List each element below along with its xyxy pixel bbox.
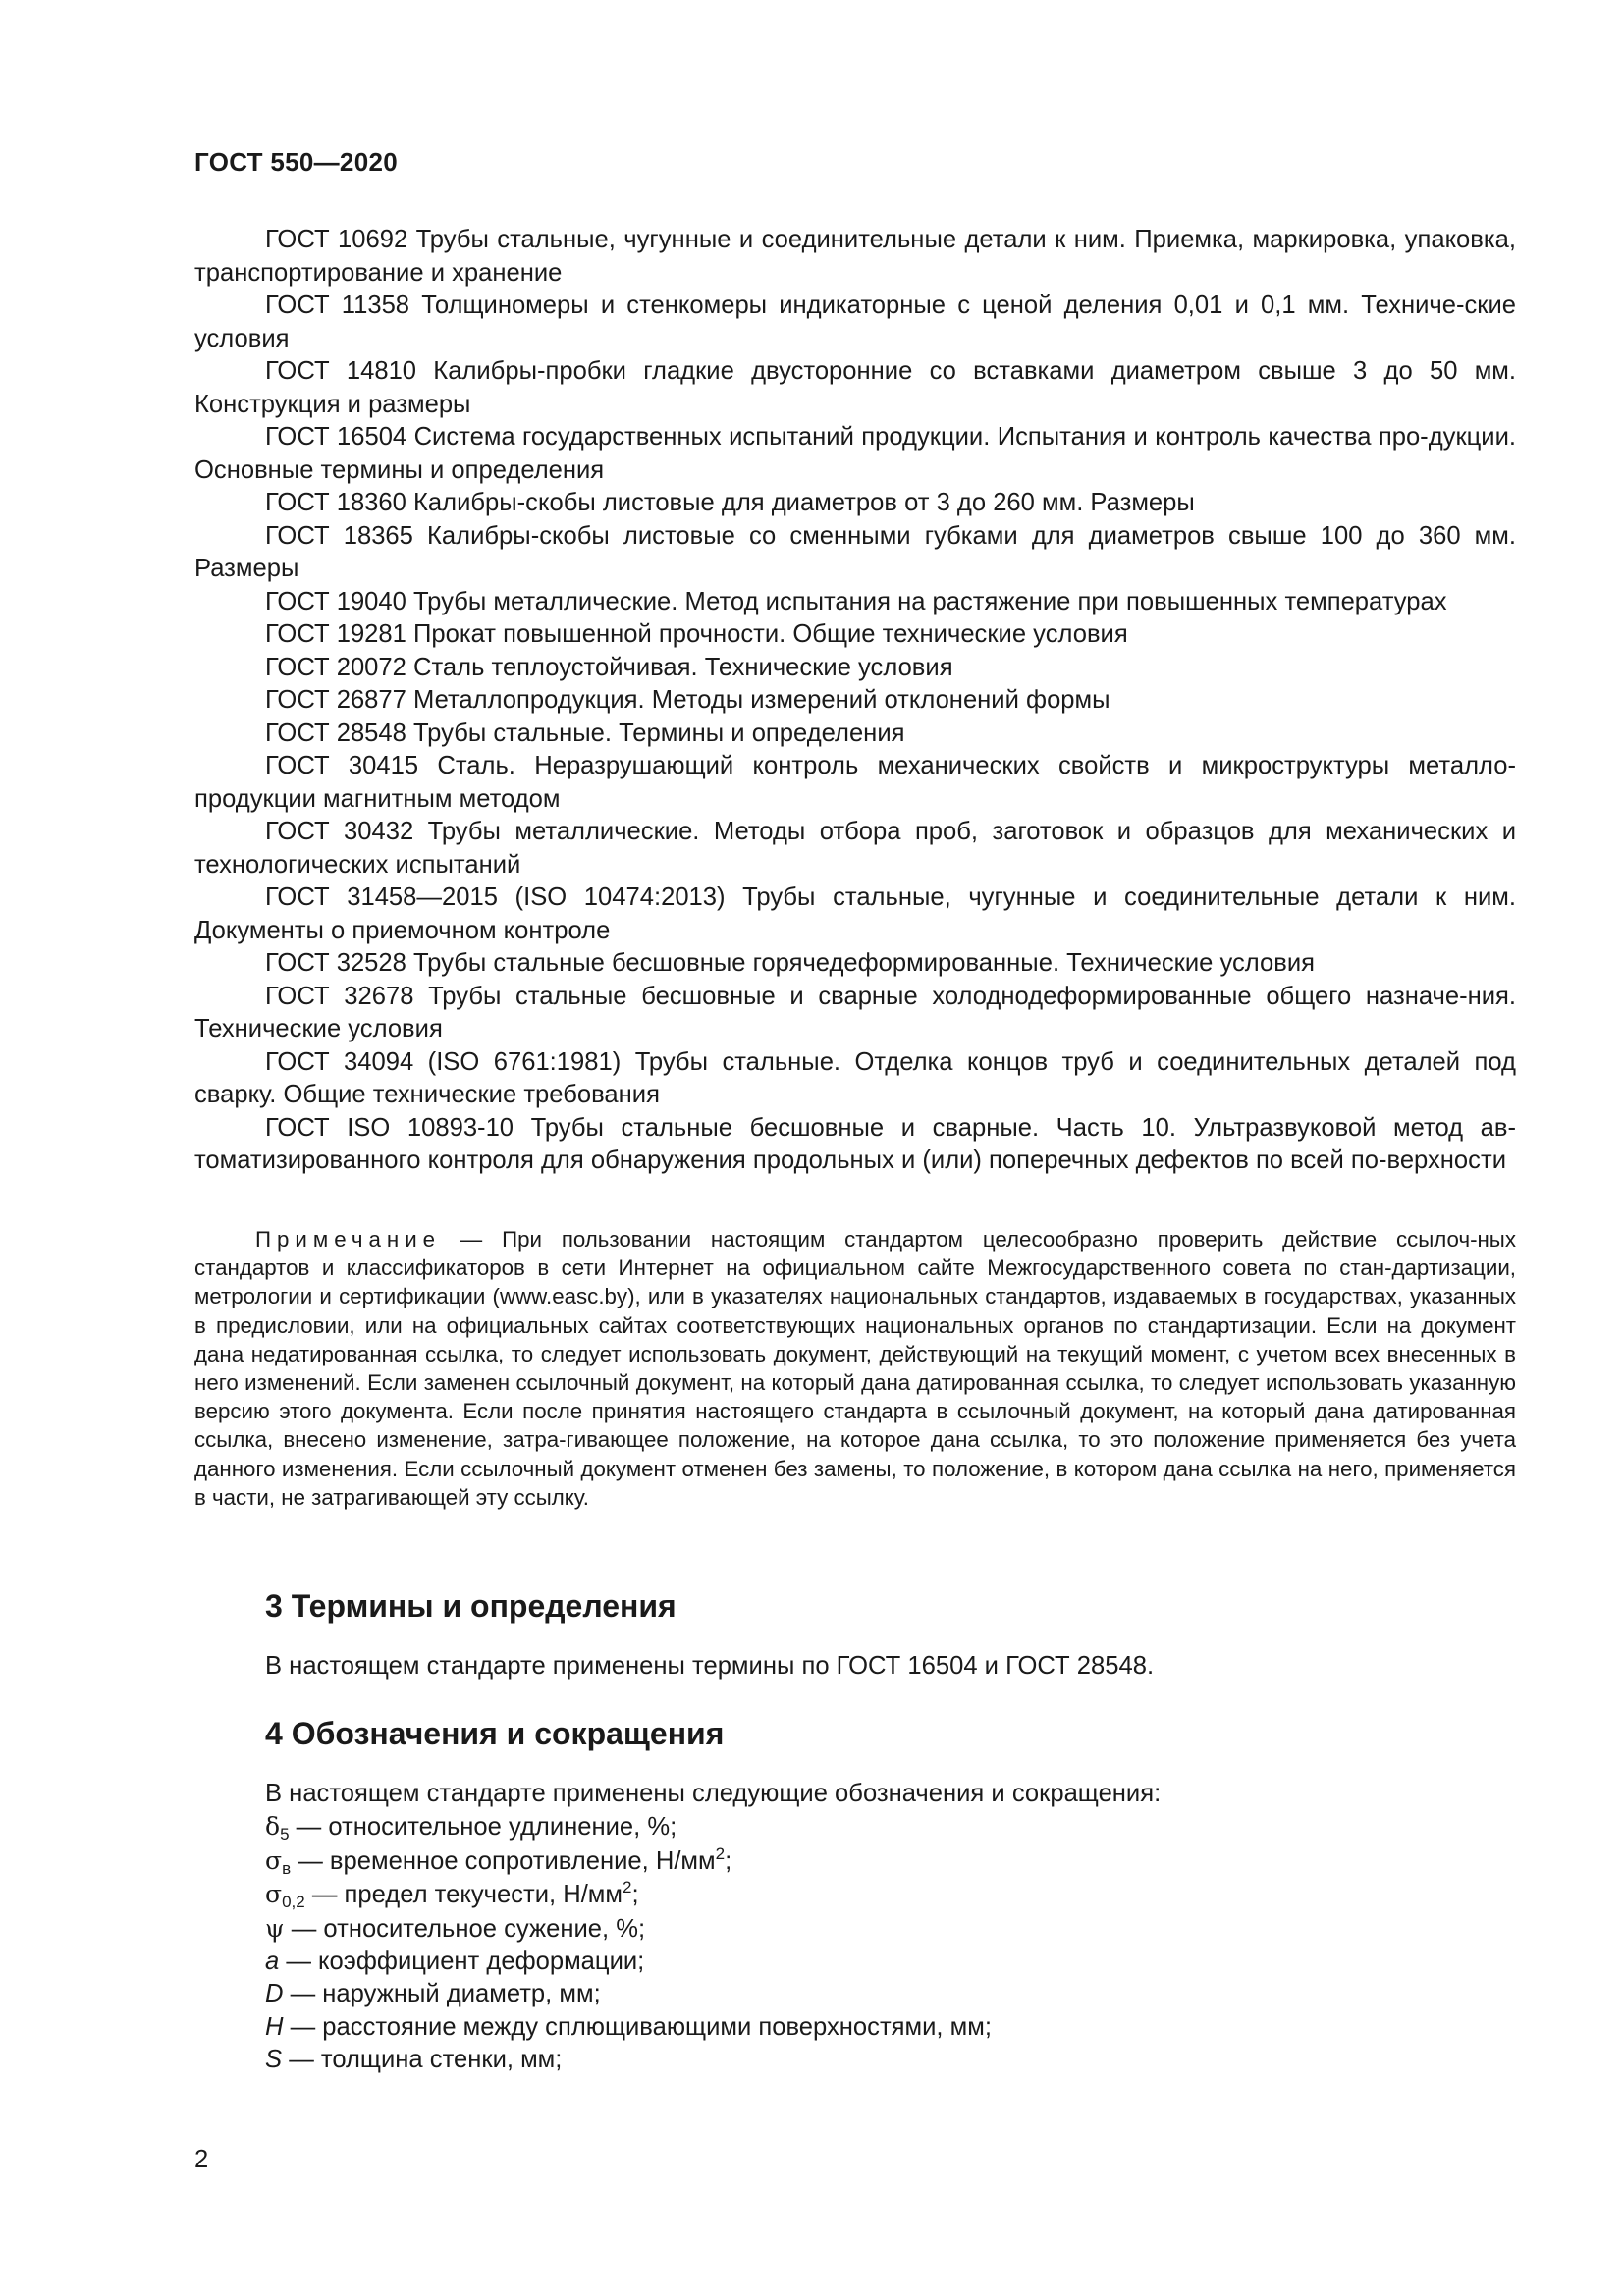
reference-item: ГОСТ 34094 (ISO 6761:1981) Трубы стальные. Отделка концов труб и соединительных деталей под сварку. Общие технические требования bbox=[194, 1047, 1516, 1108]
document-header: ГОСТ 550—2020 bbox=[194, 147, 398, 177]
reference-item: ГОСТ 16504 Система государственных испытаний продукции. Испытания и контроль качества про-дукции. Основные термины и определения bbox=[194, 423, 1516, 484]
symbol-meaning: — коэффициент деформации; bbox=[279, 1948, 645, 1976]
symbol-subscript: 5 bbox=[280, 1825, 290, 1844]
symbol: σ bbox=[265, 1845, 283, 1875]
note-paragraph bbox=[194, 1225, 1516, 1512]
symbol: D bbox=[265, 1980, 284, 2008]
symbol: S bbox=[265, 2046, 283, 2074]
note-label: Примечание bbox=[255, 1227, 442, 1252]
symbol: a bbox=[265, 1948, 280, 1976]
symbol-definition bbox=[265, 1912, 1161, 1946]
reference-item: ГОСТ 14810 Калибры-пробки гладкие двусторонние со вставками диаметром свыше 3 до 50 мм. Конструкция и размеры bbox=[194, 357, 1516, 418]
reference-item: ГОСТ ISO 10893-10 Трубы стальные бесшовные и сварные. Часть 10. Ультразвуковой метод ав-томатизированного контроля для обнаружения продольных и (или) поперечных дефектов по всей по-верхности bbox=[194, 1113, 1516, 1174]
symbol-definition bbox=[265, 1946, 1161, 1978]
reference-item: ГОСТ 28548 Трубы стальные. Термины и определения bbox=[265, 719, 905, 747]
unit-superscript: 2 bbox=[623, 1878, 632, 1897]
symbol-meaning: — толщина стенки, мм; bbox=[282, 2046, 563, 2074]
reference-item: ГОСТ 19281 Прокат повышенной прочности. Общие технические условия bbox=[265, 620, 1128, 648]
symbol: δ bbox=[265, 1812, 281, 1842]
symbol-definition bbox=[265, 2011, 1161, 2044]
symbol-meaning: — относительное сужение, %; bbox=[284, 1914, 646, 1943]
reference-item: ГОСТ 18365 Калибры-скобы листовые со сменными губками для диаметров свыше 100 до 360 мм. Размеры bbox=[194, 521, 1516, 582]
symbol-definition bbox=[265, 1844, 1161, 1878]
section-4-body bbox=[265, 1778, 1161, 2077]
line-tail: ; bbox=[631, 1881, 639, 1909]
symbol-meaning: — относительное удлинение, %; bbox=[289, 1813, 677, 1842]
symbol-subscript: в bbox=[282, 1858, 292, 1878]
reference-item: ГОСТ 18360 Калибры-скобы листовые для диаметров от 3 до 260 мм. Размеры bbox=[265, 489, 1195, 516]
reference-item: ГОСТ 10692 Трубы стальные, чугунные и соединительные детали к ним. Приемка, маркировка, упаковка, транспортирование и хранение bbox=[194, 226, 1516, 287]
section-4-intro: В настоящем стандарте применены следующие обозначения и сокращения: bbox=[265, 1780, 1162, 1807]
symbol-meaning: — наружный диаметр, мм; bbox=[283, 1980, 601, 2008]
reference-item: ГОСТ 19040 Трубы металлические. Метод испытания на растяжение при повышенных температурах bbox=[265, 587, 1447, 615]
symbol-definition bbox=[265, 1978, 1161, 2010]
reference-item: ГОСТ 26877 Металлопродукция. Методы измерений отклонений формы bbox=[265, 686, 1110, 714]
symbol-meaning: — расстояние между сплющивающими поверхностями, мм; bbox=[283, 2012, 992, 2041]
symbol-meaning: — предел текучести, Н/мм bbox=[304, 1881, 623, 1909]
symbol: H bbox=[265, 2012, 284, 2041]
reference-item: ГОСТ 31458—2015 (ISO 10474:2013) Трубы стальные, чугунные и соединительные детали к ним. Документы о приемочном контроле bbox=[194, 883, 1516, 944]
reference-item: ГОСТ 30415 Сталь. Неразрушающий контроль механических свойств и микроструктуры металло-продукции магнитным методом bbox=[194, 752, 1516, 813]
symbol-definition bbox=[265, 1878, 1161, 1911]
reference-item: ГОСТ 32678 Трубы стальные бесшовные и сварные холоднодеформированные общего назначе-ния. Технические условия bbox=[194, 982, 1516, 1042]
note-text: — При пользовании настоящим стандартом целесообразно проверить действие ссылоч-ных стандартов и классификаторов в сети Интернет на официальном сайте Межгосударственного совета по стан-дартизации, метрологии и сертификации (www.easc.by), или в указателях национальных стандартов, издаваемых в государствах, указанных в предисловии, или на официальных сайтах соответствующих национальных органов по стандартизации. Если на документ дана недатированная ссылка, то следует использовать документ, действующий на текущий момент, с учетом всех внесенных в него изменений. Если заменен ссылочный документ, на который дана датированная ссылка, то следует использовать указанную версию этого документа. Если после принятия настоящего стандарта в ссылочный документ, на который дана датированная ссылка, внесено изменение, затра-гивающее положение, на которое дана ссылка, то это положение применяется без учета данного изменения. Если ссылочный документ отменен без замены, то положение, в котором дана ссылка на него, применяется в части, не затрагивающей эту ссылку. bbox=[194, 1227, 1516, 1510]
unit-superscript: 2 bbox=[715, 1843, 726, 1863]
section-3-body: В настоящем стандарте применены термины по ГОСТ 16504 и ГОСТ 28548. bbox=[265, 1652, 1155, 1680]
symbol-subscript: 0,2 bbox=[282, 1893, 305, 1912]
reference-item: ГОСТ 11358 Толщиномеры и стенкомеры индикаторные с ценой деления 0,01 и 0,1 мм. Техниче-ские условия bbox=[194, 292, 1516, 352]
reference-item: ГОСТ 32528 Трубы стальные бесшовные горячедеформированные. Технические условия bbox=[265, 949, 1315, 977]
reference-item: ГОСТ 30432 Трубы металлические. Методы отбора проб, заготовок и образцов для механических и технологических испытаний bbox=[194, 818, 1516, 879]
symbol-meaning: — временное сопротивление, Н/мм bbox=[291, 1846, 716, 1875]
reference-item: ГОСТ 20072 Сталь теплоустойчивая. Технические условия bbox=[265, 653, 953, 681]
section-3-heading: 3 Термины и определения bbox=[265, 1588, 677, 1624]
symbol: ψ bbox=[265, 1913, 285, 1943]
symbol: σ bbox=[265, 1880, 283, 1909]
section-4-heading: 4 Обозначения и сокращения bbox=[265, 1716, 725, 1751]
symbol-definition bbox=[265, 1810, 1161, 1843]
page-number: 2 bbox=[194, 2146, 209, 2173]
normative-references-list bbox=[194, 224, 1516, 1178]
note-block bbox=[194, 1225, 1516, 1512]
line-tail: ; bbox=[725, 1846, 732, 1875]
symbol-definition bbox=[265, 2044, 1161, 2076]
